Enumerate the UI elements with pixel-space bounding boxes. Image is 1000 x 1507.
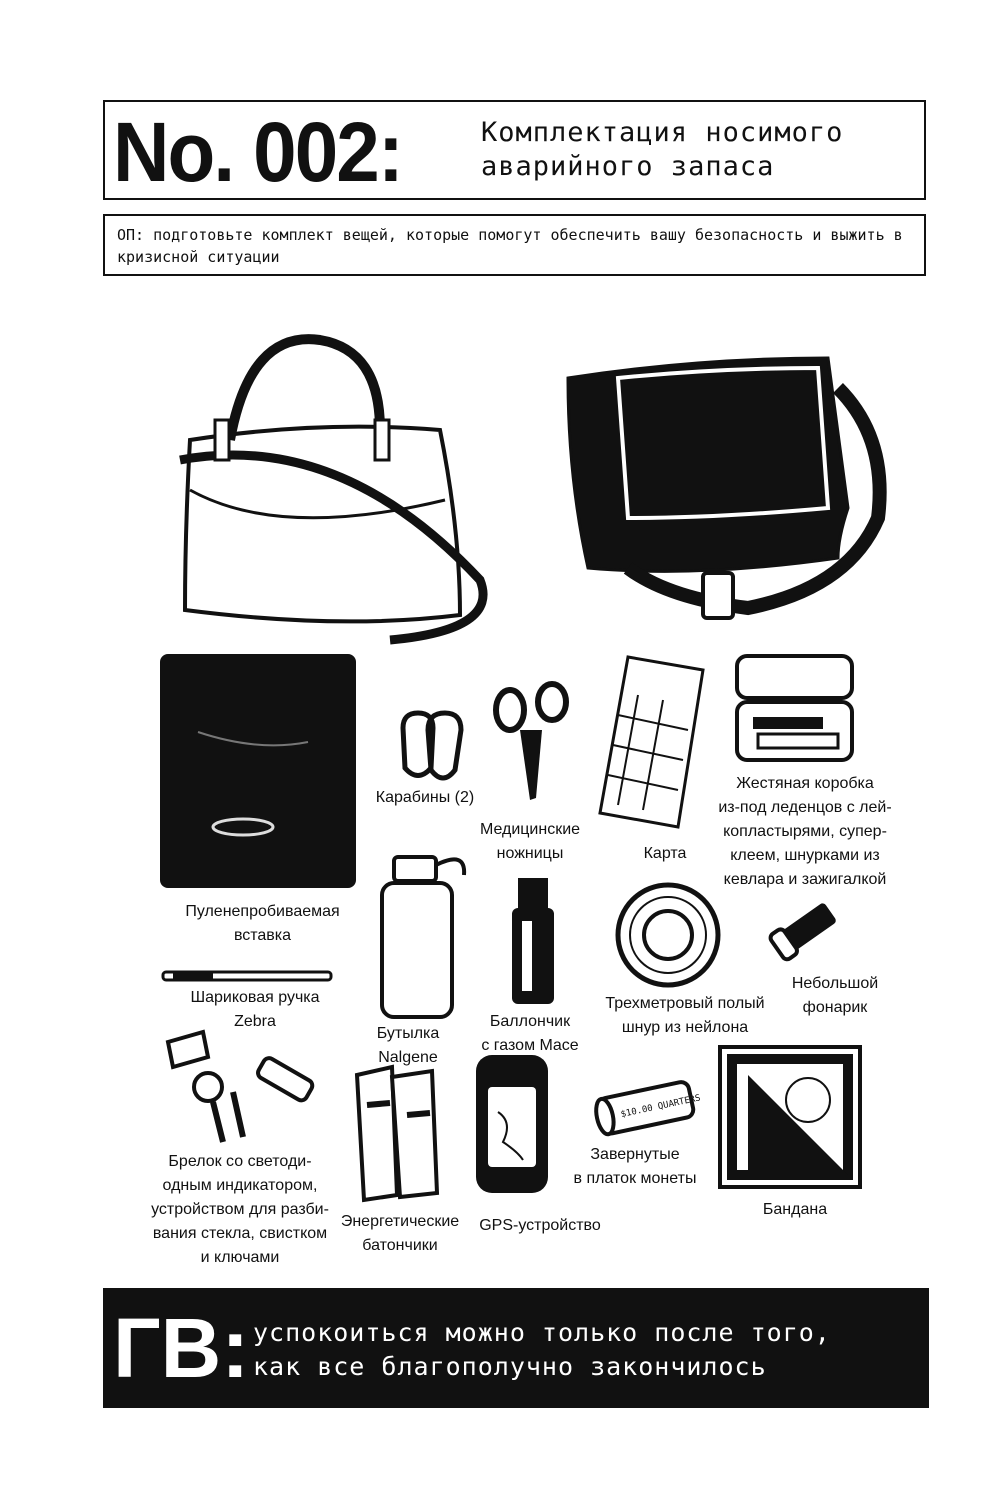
label-cord: Трехметровый полый шнур из нейлона bbox=[605, 995, 765, 1036]
map-illustration bbox=[598, 655, 708, 830]
label-mace: Баллончик с газом Mace bbox=[481, 1013, 579, 1054]
label-keychain: Брелок со светоди- одным индикатором, устройством для разби- вания стекла, свистком и ключами bbox=[151, 1153, 329, 1266]
energy-bars-illustration bbox=[352, 1065, 442, 1205]
pen-illustration bbox=[163, 968, 333, 984]
bandana-illustration bbox=[718, 1045, 863, 1190]
keychain-illustration bbox=[163, 1032, 323, 1147]
label-coins: Завернутые в платок монеты bbox=[573, 1146, 697, 1187]
label-gps: GPS-устройство bbox=[479, 1217, 601, 1234]
coin-roll-text: $10.00 QUARTERS bbox=[619, 1093, 702, 1121]
scissors-illustration bbox=[490, 680, 575, 805]
footer-prefix: ГВ: bbox=[113, 1301, 250, 1395]
bottle-illustration bbox=[376, 855, 471, 1020]
objective-box bbox=[103, 214, 926, 276]
gps-illustration bbox=[473, 1052, 553, 1197]
label-armor-insert: Пуленепробиваемая вставка bbox=[185, 903, 340, 944]
coin-roll-illustration bbox=[590, 1078, 700, 1138]
tin-box-illustration bbox=[733, 652, 858, 767]
header-box bbox=[103, 100, 926, 200]
document-number: No. 002: bbox=[113, 105, 403, 199]
messenger-bag-illustration bbox=[548, 338, 888, 638]
label-carabiners: Карабины (2) bbox=[375, 789, 475, 806]
flashlight-illustration bbox=[765, 886, 855, 966]
cord-illustration bbox=[613, 880, 723, 990]
tote-bag-illustration bbox=[160, 330, 520, 650]
document-title bbox=[481, 116, 843, 184]
footer-line-2: как все благополучно закончилось bbox=[253, 1352, 767, 1381]
armor-insert-illustration bbox=[158, 652, 358, 892]
footer-line-1: успокоиться можно только после того, bbox=[253, 1318, 831, 1347]
footer-text bbox=[253, 1316, 831, 1384]
label-flashlight: Небольшой фонарик bbox=[791, 975, 879, 1016]
mace-illustration bbox=[510, 876, 558, 1006]
label-bottle: Бутылка Nalgene bbox=[376, 1025, 440, 1066]
title-line-1: Комплектация носимого bbox=[481, 117, 844, 148]
footer-box bbox=[103, 1288, 929, 1408]
label-scissors: Медицинские ножницы bbox=[479, 821, 581, 862]
label-energy-bars: Энергетические батончики bbox=[340, 1213, 460, 1254]
objective-text: ОП: подготовьте комплект вещей, которые помогут обеспечить вашу безопасность и выжить в кризисной ситуации bbox=[117, 226, 903, 266]
carabiners-illustration bbox=[393, 708, 473, 788]
label-bandana: Бандана bbox=[762, 1201, 828, 1218]
label-map: Карта bbox=[643, 845, 687, 862]
title-line-2: аварийного запаса bbox=[481, 151, 775, 182]
label-tin-box: Жестяная коробка из-под леденцов с лей- копластырями, супер- клеем, шнурками из кевлара и зажигалкой bbox=[718, 775, 892, 888]
label-pen: Шариковая ручка Zebra bbox=[190, 989, 320, 1030]
